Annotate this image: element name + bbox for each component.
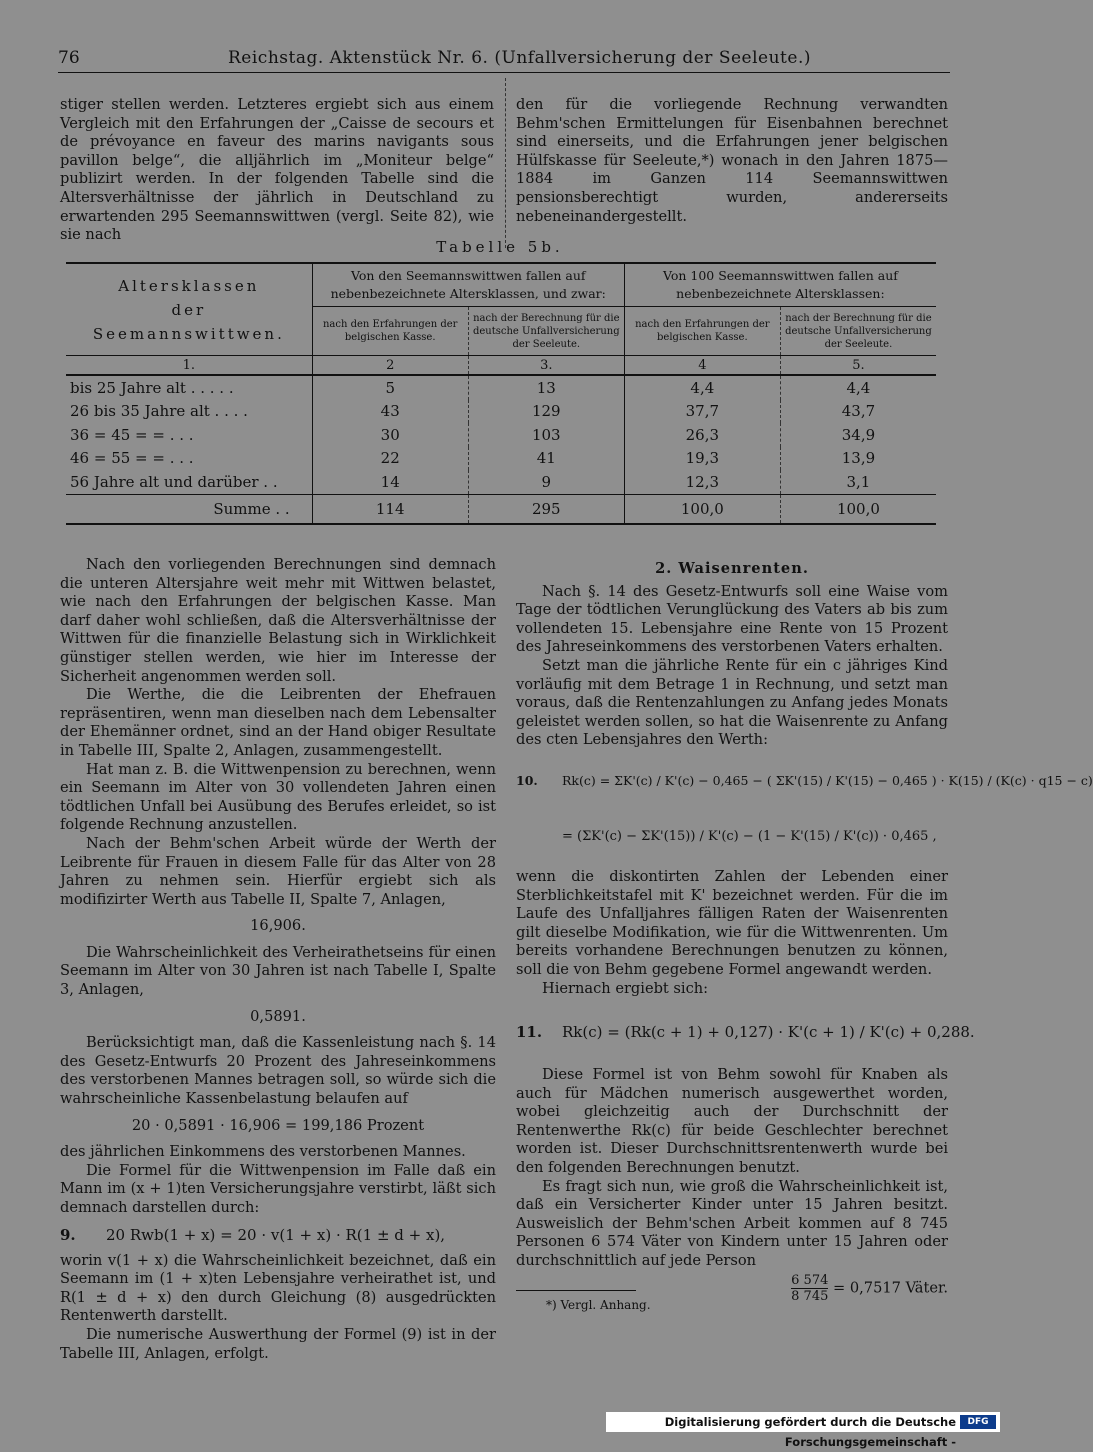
group2-header: Von 100 Seemannswittwen fallen auf nebenbezeichnete Altersklassen: [624, 263, 936, 307]
cell: 34,9 [780, 423, 936, 447]
dfg-logo: DFG [960, 1415, 996, 1429]
paragraph: Die Werthe, die die Leibrenten der Ehefrauen repräsentiren, wenn man dieselben nach dem Lebensalter der Ehemänner ordnet, sind an der Hand obiger Resultate in Tabelle III, Spalte 2, Anlagen, zusammengestellt. [60, 686, 496, 759]
equation: 20 · 0,5891 · 16,906 = 199,186 Prozent [131, 1116, 425, 1134]
cell: 100,0 [624, 494, 780, 524]
cell: 103 [468, 423, 624, 447]
formula-body: Rk(c) = ΣK'(c) / K'(c) − 0,465 − ( ΣK'(15) / K'(15) − 0,465 ) · K(15) / (K(c) · q15 − c) [562, 772, 1093, 788]
cell: 5 [312, 375, 468, 400]
paragraph: Die Wahrscheinlichkeit des Verheirathetseins für einen Seemann im Alter von 30 Jahren ist nach Tabelle I, Spalte 3, Anlagen, [60, 943, 496, 999]
formula-number: 9. [60, 1225, 76, 1244]
group1-header: Von den Seemannswittwen fallen auf nebenbezeichnete Altersklassen, und zwar: [312, 263, 624, 307]
column-divider [505, 78, 506, 248]
table-row [66, 470, 936, 494]
fraction-result: = 0,7517 Väter. [833, 1279, 948, 1297]
cell: 4,4 [780, 375, 936, 400]
paragraph: Setzt man die jährliche Rente für ein c jähriges Kind vorläufig mit dem Betrage 1 in Rechnung, und setzt man voraus, daß die Rentenzahlungen zu Anfang jedes Monats geleistet werden sollen, so hat die Waisenrente zu Anfang des cten Lebensjahres den Werth: [516, 656, 948, 749]
age-class-label: bis 25 Jahre alt . . . . . [70, 378, 234, 397]
col1-header [66, 263, 312, 356]
cell: 43 [312, 400, 468, 424]
table-row [66, 375, 936, 400]
cell: 14 [312, 470, 468, 494]
sub-header: nach der Berechnung für die deutsche Unfallversicherung der Seeleute. [468, 307, 624, 356]
table-row [66, 423, 936, 447]
cell: 129 [468, 400, 624, 424]
col1-header-line: Altersklassen [118, 276, 260, 295]
sub-header: nach der Berechnung für die deutsche Unfallversicherung der Seeleute. [780, 307, 936, 356]
paragraph: Nach den vorliegenden Berechnungen sind demnach die unteren Altersjahre weit mehr mit Wittwen belastet, wie nach den Erfahrungen der belgischen Kasse. Man darf daher wohl schließen, daß die Altersverhältnisse der Wittwen für die finanzielle Belastung sich in Wirklichkeit günstiger stellen werden, wie hier im Interesse der Sicherheit angenommen werden soll. [60, 556, 496, 685]
table-row [66, 447, 936, 471]
value-line: 0,5891. [250, 1007, 306, 1025]
cell: 43,7 [780, 400, 936, 424]
cell: 295 [468, 494, 624, 524]
paragraph: worin v(1 + x) die Wahrscheinlichkeit bezeichnet, daß ein Seemann im (1 + x)ten Lebensjahre verheirathet ist, und R(1 ± d + x) den durch Gleichung (8) ausgedrückten Rentenwerth darstellt. [60, 1251, 496, 1325]
header-rule [58, 72, 950, 73]
age-class-label: 36 = 45 = = . . . [70, 425, 194, 444]
left-column [60, 556, 496, 1363]
sub-header: nach den Erfahrungen der belgischen Kasse. [624, 307, 780, 356]
paragraph: Nach §. 14 des Gesetz-Entwurfs soll eine Waise vom Tage der tödtlichen Verunglückung des Vaters ab bis zum vollendeten 15. Lebensjahre eine Rente von 15 Prozent des Jahreseinkommens des verstorbenen Vaters erhalten. [516, 582, 948, 656]
col-number: 4 [624, 356, 780, 376]
section-title: 2. Waisenrenten. [655, 560, 809, 577]
cell: 22 [312, 447, 468, 471]
paragraph: wenn die diskontirten Zahlen der Lebenden einer Sterblichkeitstafel mit K' bezeichnet werden. Für die im Laufe des Unfalljahres fälligen Raten der Waisenrenten gilt dieselbe Modifikation, wie für die Wittwenrenten. Um bereits vorhandene Berechnungen benutzen zu können, soll die von Behm gegebene Formel angewandt werden. [516, 867, 948, 978]
formula-body: Rk(c) = (Rk(c + 1) + 0,127) · K'(c + 1) / K'(c) + 0,288. [562, 1023, 975, 1042]
fraction-numerator: 6 574 [791, 1272, 829, 1288]
paragraph: Diese Formel ist von Behm sowohl für Knaben als auch für Mädchen numerisch ausgewerthet worden, wobei gleichzeitig auch der Durchschnitt der Rentenwerthe Rk(c) für beide Geschlechter berechnet worden ist. Dieser Durchschnittsrentenwerth wurde bei den folgenden Berechnungen benutzt. [516, 1066, 948, 1177]
table-row [66, 400, 936, 424]
formula-10 [516, 756, 1093, 806]
formula-number: 11. [516, 1023, 543, 1042]
cell: 26,3 [624, 423, 780, 447]
cell: 100,0 [780, 494, 936, 524]
cell: 13,9 [780, 447, 936, 471]
sum-row [66, 494, 936, 524]
paragraph: den für die vorliegende Rechnung verwandten Behm'schen Ermittelungen für Eisenbahnen berechnet sind einerseits, und die Erfahrungen jener belgischen Hülfskasse für Seeleute,*) wonach in den Jahren 1875—1884 im Ganzen 114 Seemannswittwen pensionsberechtigt wurden, andererseits nebeneinandergestellt. [516, 96, 948, 225]
cell: 12,3 [624, 470, 780, 494]
cell: 114 [312, 494, 468, 524]
footnote: *) Vergl. Anhang. [546, 1298, 651, 1312]
formula-10-cont: = (ΣK'(c) − ΣK'(15)) / K'(c) − (1 − K'(15) / K'(c)) · 0,465 , [562, 828, 937, 844]
fraction-denominator: 8 745 [791, 1288, 829, 1304]
cell: 19,3 [624, 447, 780, 471]
paragraph: Hiernach ergiebt sich: [542, 979, 709, 997]
col1-header-line: Seemannswittwen. [92, 324, 285, 343]
formula-body: 20 Rwb(1 + x) = 20 · v(1 + x) · R(1 ± d + x), [106, 1225, 446, 1244]
sub-header: nach den Erfahrungen der belgischen Kasse. [312, 307, 468, 356]
right-column [516, 560, 1093, 1304]
cell: 9 [468, 470, 624, 494]
top-left-column [60, 96, 494, 245]
paragraph: Die Formel für die Wittwenpension im Falle daß ein Mann im (x + 1)ten Versicherungsjahre verstirbt, läßt sich demnach darstellen durch: [60, 1161, 496, 1216]
paragraph: des jährlichen Einkommens des verstorbenen Mannes. [60, 1143, 466, 1161]
value-line: 16,906. [250, 917, 306, 935]
paragraph: Nach der Behm'schen Arbeit würde der Werth der Leibrente für Frauen in diesem Falle für das Alter von 28 Jahren zu nehmen sein. Hierfür ergiebt sich als modifizirter Werth aus Tabelle II, Spalte 7, Anlagen, [60, 834, 496, 908]
formula-11 [516, 1004, 975, 1060]
paragraph: Berücksichtigt man, daß die Kassenleistung nach §. 14 des Gesetz-Entwurfs 20 Prozent des Jahreseinkommens des verstorbenen Mannes betragen soll, so würde sich die wahrscheinliche Kassenbelastung belaufen auf [60, 1034, 496, 1108]
paragraph: Hat man z. B. die Wittwenpension zu berechnen, wenn ein Seemann im Alter von 30 vollendeten Jahren einen tödtlichen Unfall bei Ausübung des Berufes erleidet, so ist folgende Rechnung anzustellen. [60, 760, 496, 834]
formula-number: 10. [516, 772, 538, 788]
footnote-rule [516, 1290, 636, 1291]
cell: 13 [468, 375, 624, 400]
paragraph: Die numerische Auswerthung der Formel (9) ist in der Tabelle III, Anlagen, erfolgt. [60, 1325, 496, 1362]
cell: 3,1 [780, 470, 936, 494]
cell: 30 [312, 423, 468, 447]
cell: 37,7 [624, 400, 780, 424]
formula-9 [60, 1224, 496, 1246]
table-caption: Tabelle 5b. [436, 238, 564, 256]
col1-header-line: der [171, 300, 207, 319]
col-number: 3. [468, 356, 624, 376]
top-right-column [516, 96, 948, 226]
col-number: 2 [312, 356, 468, 376]
footer-text: Digitalisierung gefördert durch die Deutsche Forschungsgemeinschaft - [664, 1415, 956, 1449]
page-header [58, 44, 948, 74]
widow-age-table [66, 262, 936, 525]
paragraph: stiger stellen werden. Letzteres ergiebt sich aus einem Vergleich mit den Erfahrungen der „Caisse de secours et de prévoyance en faveur des marins navigants sous pavillon belge“, die alljährlich im „Moniteur belge“ publizirt werden. In der folgenden Tabelle sind die Altersverhältnisse der jährlich in Deutschland zu erwartenden 295 Seemannswittwen (vergl. Seite 82), wie sie nach [60, 96, 494, 244]
paragraph: Es fragt sich nun, wie groß die Wahrscheinlichkeit ist, daß ein Versicherter Kinder unter 15 Jahren besitzt. Ausweislich der Behm'schen Arbeit kommen auf 8 745 Personen 6 574 Väter von Kindern unter 15 Jahren oder durchschnittlich auf jede Person [516, 1177, 948, 1270]
cell: 4,4 [624, 375, 780, 400]
digitization-footer [606, 1412, 1000, 1449]
age-class-label: 46 = 55 = = . . . [70, 449, 194, 468]
running-title: Reichstag. Aktenstück Nr. 6. (Unfallversicherung der Seeleute.) [228, 48, 811, 68]
age-class-label: 56 Jahre alt und darüber . . [70, 472, 278, 491]
age-class-label: 26 bis 35 Jahre alt . . . . [70, 402, 248, 421]
sum-label: Summe . . [66, 494, 312, 524]
col-number: 1. [66, 356, 312, 376]
fraction [791, 1273, 828, 1304]
col-number: 5. [780, 356, 936, 376]
page-number: 76 [58, 48, 80, 68]
cell: 41 [468, 447, 624, 471]
